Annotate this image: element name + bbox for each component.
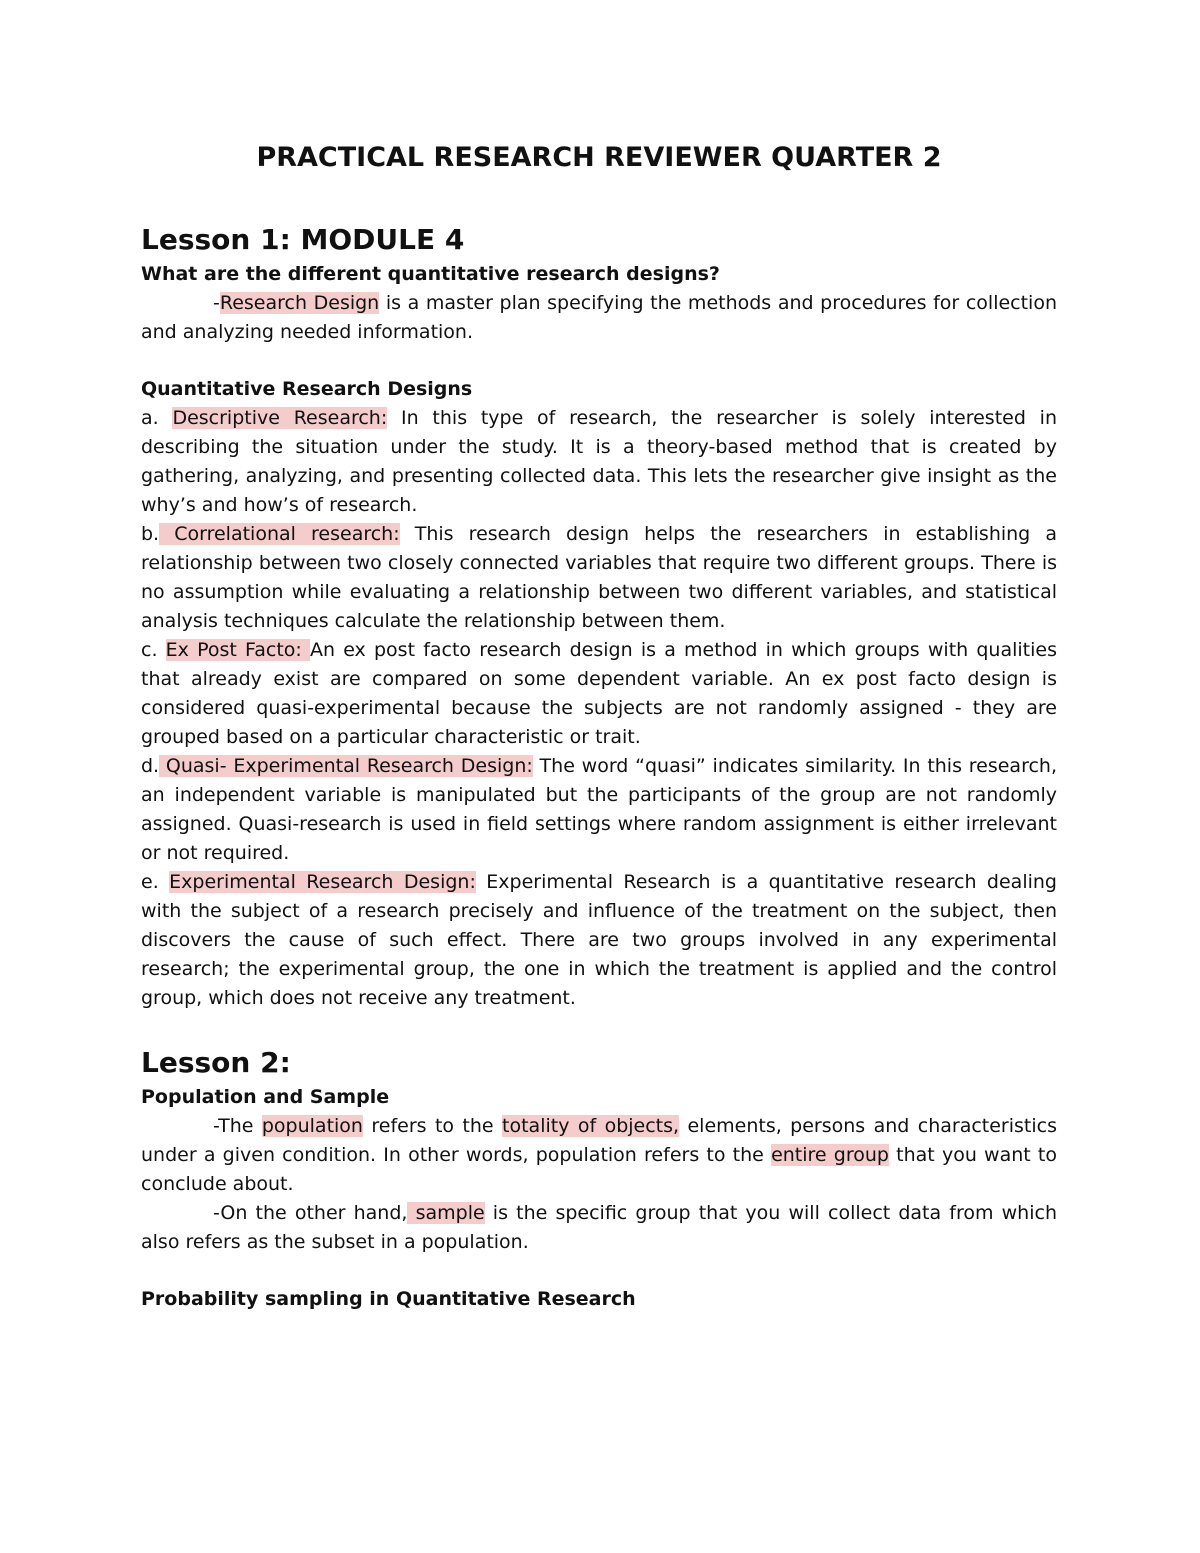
design-item-descriptive [141, 404, 1057, 520]
population-sample-heading: Population and Sample [141, 1086, 390, 1108]
definition-text: is a master plan specifying the methods and procedures for collection and analyzing needed information. [141, 292, 1057, 343]
item-text: An ex post facto research design is a method in which groups with qualities that already exist are compared on some dependent variable. An ex post facto design is considered quasi-experimental because the subjects are not randomly assigned - they are grouped based on a particular characteristic or trait. [141, 639, 1057, 748]
highlighted-term: population [261, 1115, 363, 1137]
highlighted-term: Research Design [219, 292, 380, 314]
spacer [141, 1013, 1057, 1043]
probability-sampling-heading: Probability sampling in Quantitative Research [141, 1288, 636, 1310]
highlighted-term: entire group [771, 1144, 889, 1166]
item-text: The word “quasi” indicates similarity. In this research, an independent variable is manipulated but the participants of the group are not randomly assigned. Quasi-research is used in field settings where random assignment is either irrelevant or not required. [141, 755, 1057, 864]
highlighted-term: Descriptive Research: [172, 407, 388, 429]
item-prefix: d. [141, 755, 160, 777]
lesson-2-heading: Lesson 2: [141, 1046, 291, 1079]
highlighted-term: totality of objects, [502, 1115, 680, 1137]
highlighted-term: Experimental Research Design: [169, 871, 476, 893]
highlighted-term: Correlational research: [159, 523, 400, 545]
highlighted-term: Quasi- Experimental Research Design: [159, 755, 533, 777]
paragraph-text: -The [213, 1115, 262, 1137]
research-design-definition [141, 289, 1057, 347]
document-title: PRACTICAL RESEARCH REVIEWER QUARTER 2 [256, 142, 942, 173]
highlighted-term: Ex Post Facto: [165, 639, 310, 661]
designs-heading: Quantitative Research Designs [141, 378, 473, 400]
paragraph-text: is the specific group that you will collect data from which also refers as the subset in a population. [141, 1202, 1057, 1253]
definition-prefix: - [213, 292, 220, 314]
population-paragraph [141, 1112, 1057, 1199]
item-text: In this type of research, the researcher is solely interested in describing the situation under the study. It is a theory-based method that is created by gathering, analyzing, and presenting collected data. This lets the researcher give insight as the why’s and how’s of research. [141, 407, 1057, 516]
design-item-ex-post-facto [141, 636, 1057, 752]
spacer [141, 347, 1057, 375]
design-item-quasi-experimental [141, 752, 1057, 868]
item-prefix: a. [141, 407, 173, 429]
item-prefix: b. [141, 523, 160, 545]
paragraph-text: -On the other hand, [213, 1202, 408, 1224]
item-prefix: e. [141, 871, 170, 893]
paragraph-text: refers to the [362, 1115, 503, 1137]
design-item-experimental [141, 868, 1057, 1013]
lesson-1-question: What are the different quantitative research designs? [141, 263, 720, 285]
design-item-correlational [141, 520, 1057, 636]
item-text: This research design helps the researchers in establishing a relationship between two closely connected variables that require two different groups. There is no assumption while evaluating a relationship between two different variables, and statistical analysis techniques calculate the relationship between them. [141, 523, 1057, 632]
paragraph-text: elements, persons and characteristics under a given condition. In other words, population refers to the [141, 1115, 1057, 1166]
paragraph-text: that you want to conclude about. [141, 1144, 1057, 1195]
item-prefix: c. [141, 639, 166, 661]
lesson-1-heading: Lesson 1: MODULE 4 [141, 223, 465, 256]
highlighted-term: sample [407, 1202, 485, 1224]
document-body [141, 138, 1057, 1314]
item-text: Experimental Research is a quantitative research dealing with the subject of a research precisely and influence of the treatment on the subject, then discovers the cause of such effect. There are two groups involved in any experimental research; the experimental group, the one in which the treatment is applied and the control group, which does not receive any treatment. [141, 871, 1057, 1009]
sample-paragraph [141, 1199, 1057, 1257]
spacer [141, 1257, 1057, 1285]
